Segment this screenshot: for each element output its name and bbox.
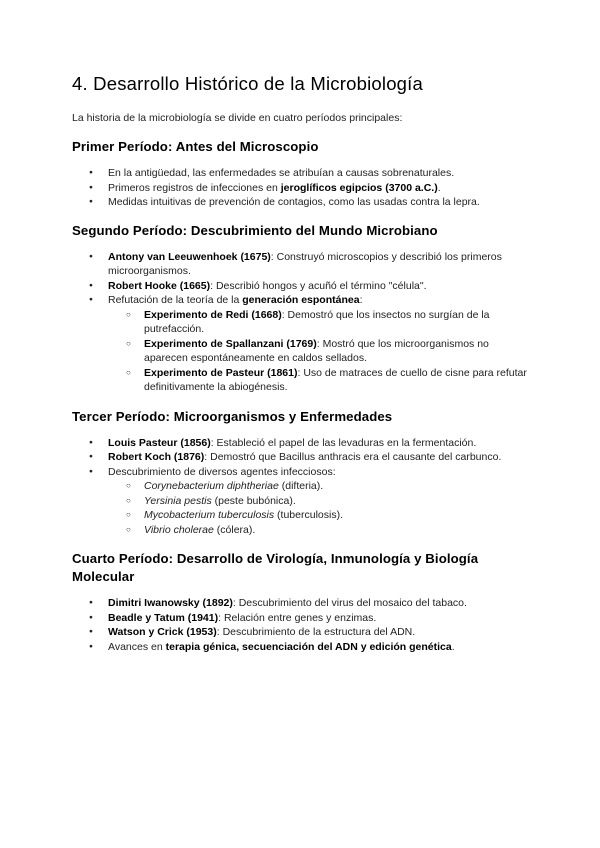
sub-list-item: ○ Experimento de Redi (1668): Demostró que los insectos no surgían de la putrefacción.: [108, 308, 528, 337]
list-item: ● Robert Hooke (1665): Describió hongos y acuñó el término "célula".: [72, 279, 528, 294]
sub-list-item: ○ Vibrio cholerae (cólera).: [108, 523, 528, 538]
list-item: ● Descubrimiento de diversos agentes infecciosos: ○ Corynebacterium diphtheriae (difteria). ○ Yersinia pestis (peste bubónica). ○ Mycobacterium tuberculosis (tuberculosis). ○ Vibrio cholerae (cólera).: [72, 465, 528, 538]
list-item: ● Avances en terapia génica, secuenciación del ADN y edición genética.: [72, 640, 528, 655]
sub-bullet-list: [108, 479, 528, 537]
page-title: 4. Desarrollo Histórico de la Microbiología: [72, 73, 423, 94]
sub-list-item: ○ Experimento de Spallanzani (1769): Mostró que los microorganismos no aparecen espontáneamente en caldos sellados.: [108, 337, 528, 366]
list-item: ● Beadle y Tatum (1941): Relación entre genes y enzimas.: [72, 611, 528, 626]
section-tercer-periodo: [72, 408, 528, 538]
section-heading: Primer Período: Antes del Microscopio: [72, 139, 319, 154]
list-item: ● Robert Koch (1876): Demostró que Bacillus anthracis era el causante del carbunco.: [72, 450, 528, 465]
section-heading: Tercer Período: Microorganismos y Enfermedades: [72, 408, 393, 424]
intro-paragraph: La historia de la microbiología se divide en cuatro períodos principales:: [72, 112, 403, 124]
sub-list-item: ○ Mycobacterium tuberculosis (tuberculosis).: [108, 508, 528, 523]
list-item: ● Louis Pasteur (1856): Estableció el papel de las levaduras en la fermentación.: [72, 436, 528, 451]
list-item: ● Dimitri Iwanowsky (1892): Descubrimiento del virus del mosaico del tabaco.: [72, 596, 528, 611]
section-primer-periodo: [72, 138, 528, 210]
list-item: ● Antony van Leeuwenhoek (1675): Construyó microscopios y describió los primeros microorganismos.: [72, 250, 528, 279]
list-item: ● Medidas intuitivas de prevención de contagios, como las usadas contra la lepra.: [72, 195, 528, 210]
section-segundo-periodo: [72, 222, 528, 395]
bullet-list: [72, 250, 528, 395]
sub-list-item: ○ Corynebacterium diphtheriae (difteria).: [108, 479, 528, 494]
sub-list-item: ○ Yersinia pestis (peste bubónica).: [108, 494, 528, 509]
bullet-list: [72, 166, 528, 210]
bullet-list: [72, 436, 528, 538]
list-item: ● Watson y Crick (1953): Descubrimiento de la estructura del ADN.: [72, 625, 528, 640]
list-item: ● Refutación de la teoría de la generación espontánea: ○ Experimento de Redi (1668): Demostró que los insectos no surgían de la putrefacción. ○ Experimento de Spallanzani (1769): Mostró que los microorganismos no aparecen espontáneamente en caldos sellados. ○ Experimento de Pasteur (1861): Uso de matraces de cuello de cisne para refutar definitivamente la abiogénesis.: [72, 293, 528, 395]
sub-bullet-list: [108, 308, 528, 395]
section-cuarto-periodo: [72, 550, 528, 654]
bullet-list: [72, 596, 528, 654]
section-heading: Segundo Período: Descubrimiento del Mundo Microbiano: [72, 222, 438, 238]
sub-list-item: ○ Experimento de Pasteur (1861): Uso de matraces de cuello de cisne para refutar definitivamente la abiogénesis.: [108, 366, 528, 395]
list-item: ● Primeros registros de infecciones en jeroglíficos egipcios (3700 a.C.).: [72, 181, 528, 196]
section-heading: Cuarto Período: Desarrollo de Virología, Inmunología y Biología Molecular: [72, 551, 479, 584]
list-item: ● En la antigüedad, las enfermedades se atribuían a causas sobrenaturales.: [72, 166, 528, 181]
